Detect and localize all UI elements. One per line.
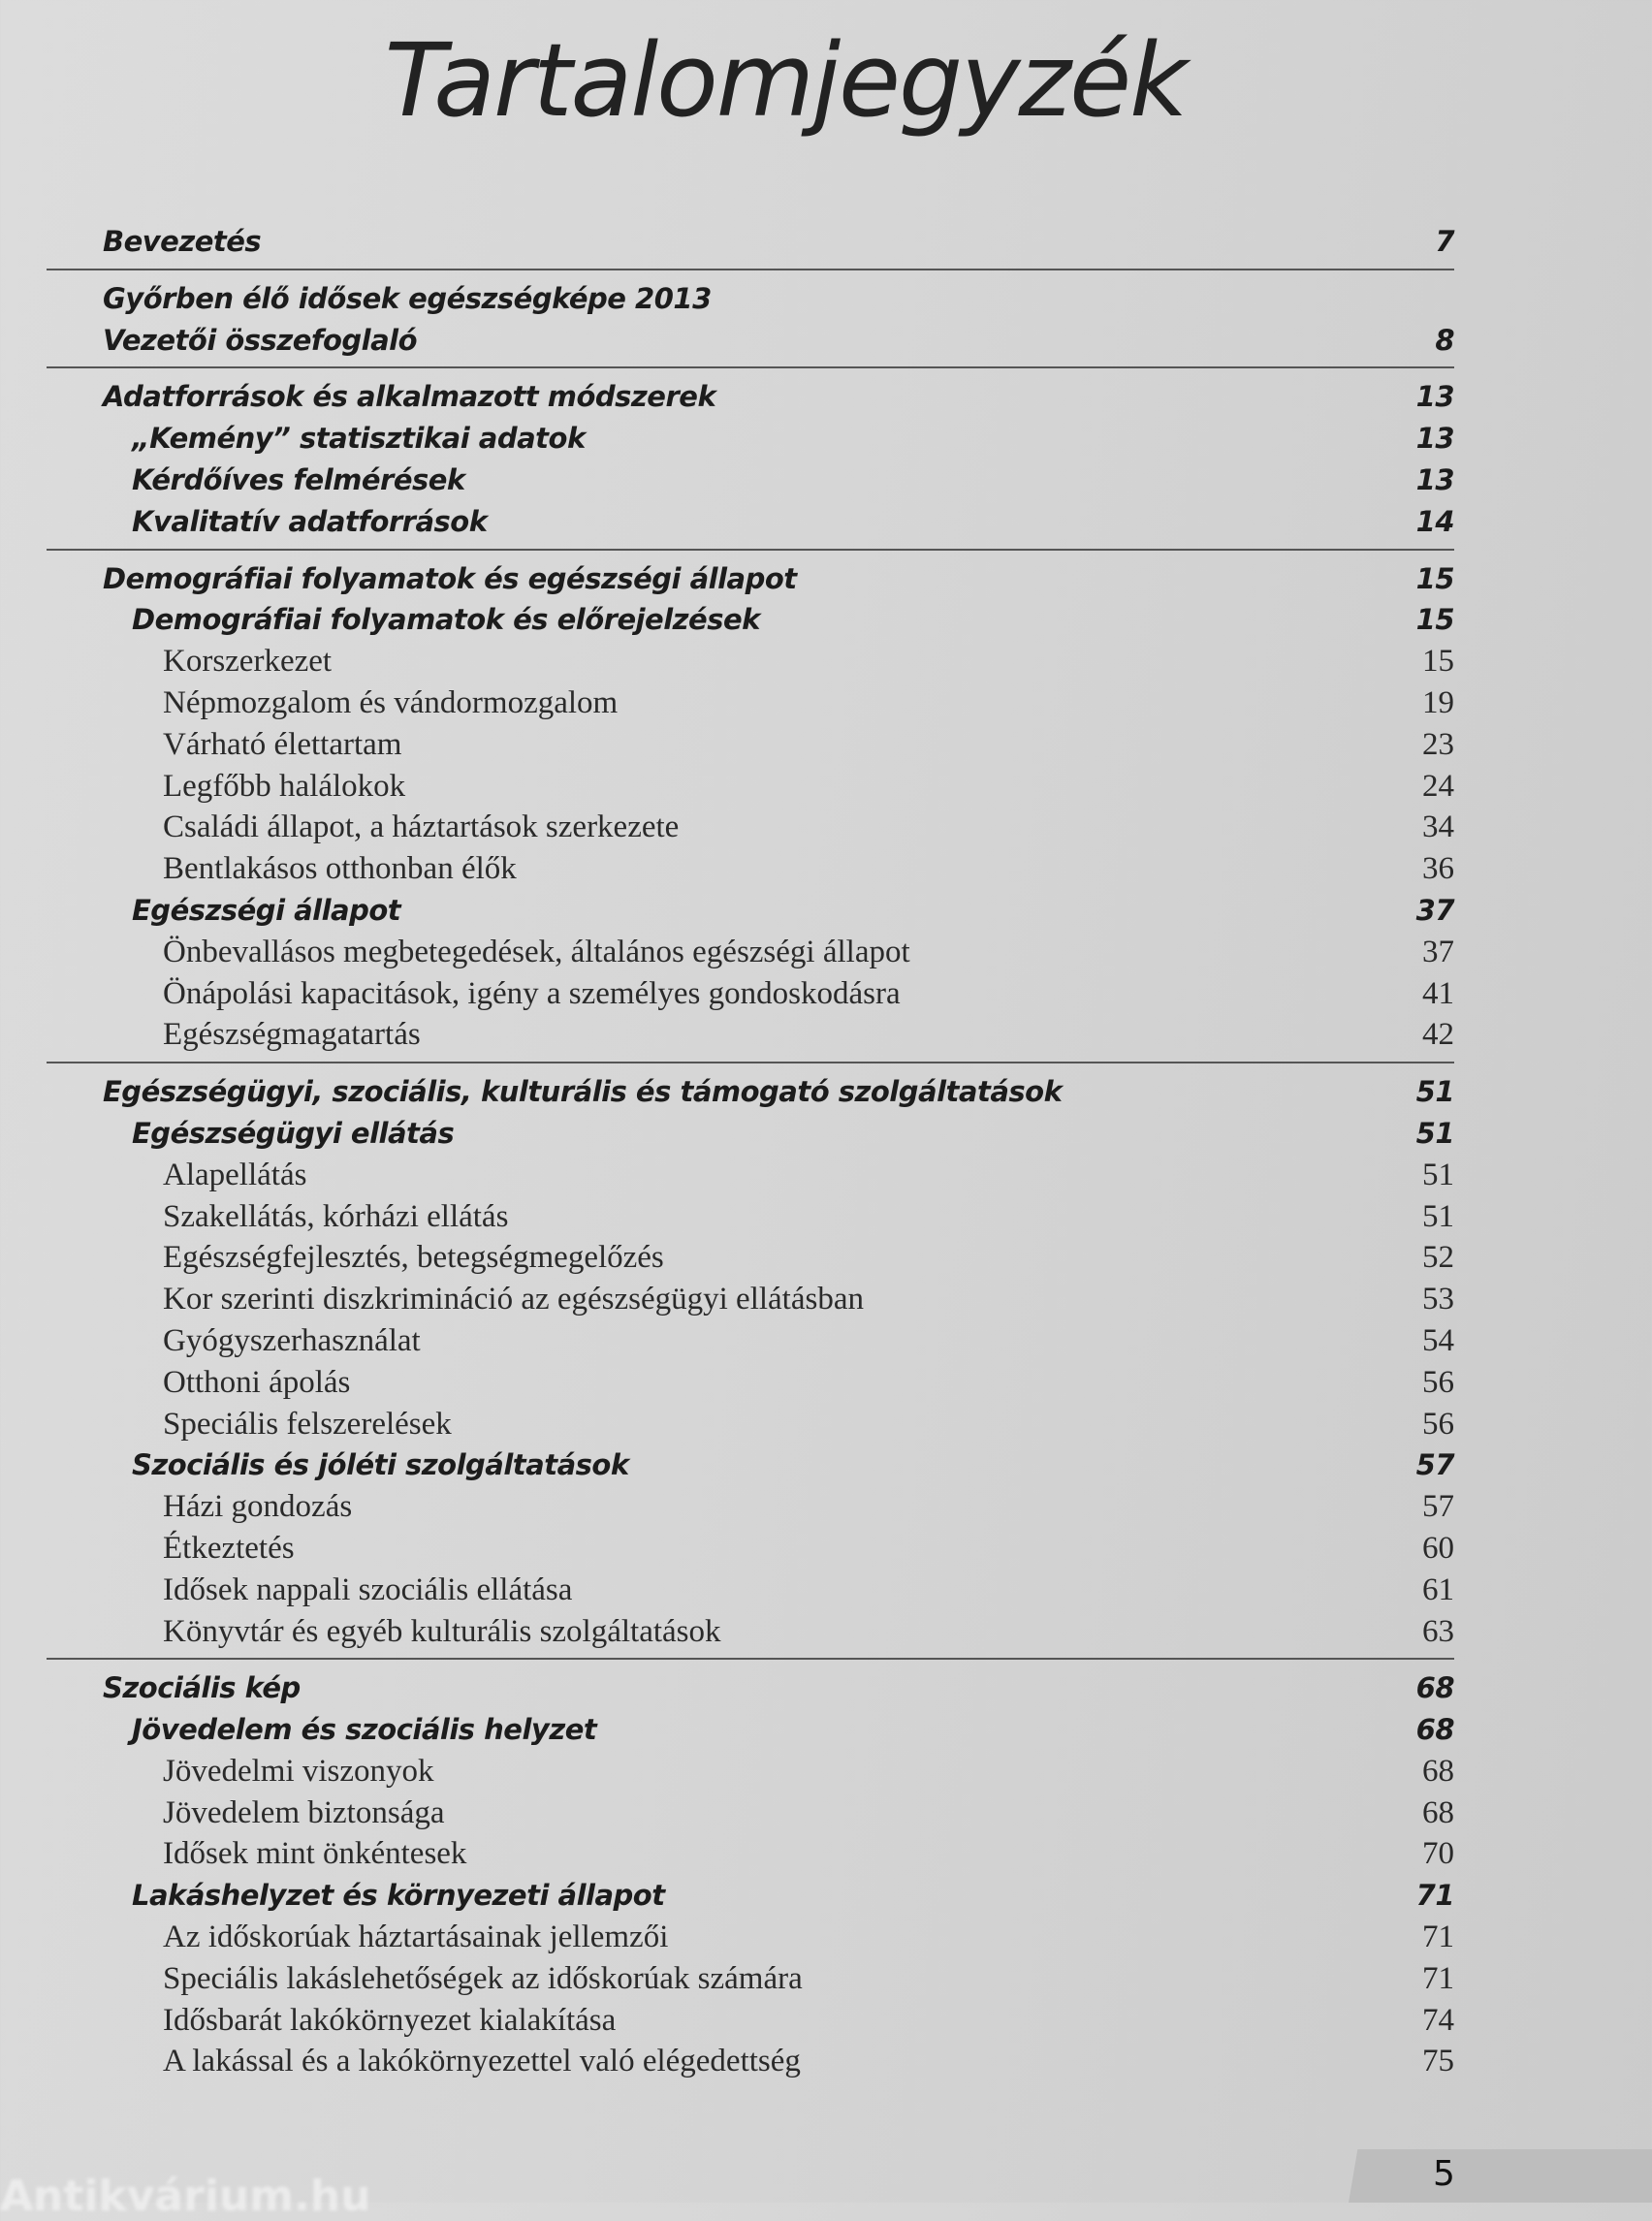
toc-entry-page: 13 xyxy=(1415,462,1454,496)
toc-entry xyxy=(47,558,1454,600)
toc-entry xyxy=(47,1362,1454,1404)
toc-entry-title: Demográfiai folyamatok és előrejelzések xyxy=(132,603,760,637)
toc-entry xyxy=(47,1875,1454,1917)
toc-entry xyxy=(47,320,1454,362)
toc-entry xyxy=(47,1014,1454,1056)
toc-entry-page: 8 xyxy=(1435,323,1454,357)
toc-section xyxy=(47,221,1454,263)
toc-entry-title: Önápolási kapacitások, igény a személyes gondoskodásra xyxy=(163,975,901,1011)
toc-entry-page: 51 xyxy=(1415,1075,1454,1109)
toc-entry-title: Speciális lakáslehetőségek az időskorúak számára xyxy=(163,1960,803,1996)
toc-entry-title: Alapellátás xyxy=(163,1157,307,1192)
toc-entry-page: 13 xyxy=(1415,422,1454,456)
toc-entry-page: 68 xyxy=(1415,1671,1454,1705)
toc-entry-page: 68 xyxy=(1422,1753,1454,1789)
toc-entry-title: Egészségmagatartás xyxy=(163,1017,421,1053)
toc-entry xyxy=(47,848,1454,890)
toc-entry-title: Győrben élő idősek egészségképe 2013 xyxy=(103,281,712,315)
toc-entry xyxy=(47,1917,1454,1958)
toc-entry-page: 51 xyxy=(1422,1198,1454,1234)
toc-entry xyxy=(47,973,1454,1015)
toc-entry-title: Egészségi állapot xyxy=(132,893,401,927)
toc-entry-title: Egészségügyi, szociális, kulturális és támogató szolgáltatások xyxy=(103,1075,1063,1109)
toc-entry xyxy=(47,221,1454,263)
toc-entry-title: Étkeztetés xyxy=(163,1530,295,1566)
toc-entry-title: Szakellátás, kórházi ellátás xyxy=(163,1198,509,1234)
toc-entry-title: Házi gondozás xyxy=(163,1489,353,1525)
toc-entry-page: 53 xyxy=(1422,1282,1454,1317)
toc-entry xyxy=(47,1113,1454,1155)
section-divider xyxy=(47,1062,1454,1063)
toc-entry-page: 36 xyxy=(1422,851,1454,887)
toc-entry-title: Szociális és jóléti szolgáltatások xyxy=(132,1448,629,1482)
page-title: Tartalomjegyzék xyxy=(384,21,1187,140)
toc-entry-page: 15 xyxy=(1415,603,1454,637)
toc-section xyxy=(47,1667,1454,2082)
toc-entry-page: 37 xyxy=(1422,934,1454,969)
toc-entry-page: 24 xyxy=(1422,768,1454,804)
toc-entry-title: Kvalitatív adatforrások xyxy=(132,504,488,538)
toc-entry-page: 7 xyxy=(1435,225,1454,258)
toc-entry-page: 71 xyxy=(1422,1960,1454,1996)
toc-section xyxy=(47,1071,1454,1652)
toc-entry-page: 52 xyxy=(1422,1240,1454,1276)
toc-entry-title: Bevezetés xyxy=(103,225,262,258)
toc-entry-page: 68 xyxy=(1422,1794,1454,1830)
toc-entry xyxy=(47,1751,1454,1793)
toc-entry-page: 68 xyxy=(1415,1713,1454,1747)
toc-entry-page: 23 xyxy=(1422,726,1454,762)
toc-entry-page: 70 xyxy=(1422,1836,1454,1872)
toc-section xyxy=(47,558,1454,1057)
toc-entry-page: 56 xyxy=(1422,1364,1454,1400)
toc-entry xyxy=(47,1155,1454,1196)
toc-entry xyxy=(47,1709,1454,1751)
toc-entry xyxy=(47,1444,1454,1486)
toc-entry-title: Otthoni ápolás xyxy=(163,1364,351,1400)
toc-entry-page: 71 xyxy=(1422,1920,1454,1955)
toc-entry-title: Népmozgalom és vándormozgalom xyxy=(163,684,619,720)
toc-entry-title: Az időskorúak háztartásainak jellemzői xyxy=(163,1920,669,1955)
toc-entry-title: Várható élettartam xyxy=(163,726,402,762)
toc-entry-title: Jövedelem és szociális helyzet xyxy=(132,1713,597,1747)
toc-entry-page: 75 xyxy=(1422,2044,1454,2079)
toc-entry-title: Lakáshelyzet és környezeti állapot xyxy=(132,1879,665,1913)
toc-entry-title: Speciális felszerelések xyxy=(163,1406,452,1442)
section-divider xyxy=(47,366,1454,368)
toc-entry xyxy=(47,1279,1454,1320)
toc-entry xyxy=(47,1570,1454,1611)
toc-entry-page: 54 xyxy=(1422,1322,1454,1358)
toc-entry xyxy=(47,1071,1454,1113)
toc-entry-page: 14 xyxy=(1415,504,1454,538)
toc-entry-title: Legfőbb halálokok xyxy=(163,768,406,804)
toc-entry xyxy=(47,682,1454,724)
toc-entry-title: Családi állapot, a háztartások szerkezete xyxy=(163,809,680,845)
toc-entry-page: 56 xyxy=(1422,1406,1454,1442)
toc-entry-title: Egészségügyi ellátás xyxy=(132,1116,455,1150)
toc-entry-title: Idősbarát lakókörnyezet kialakítása xyxy=(163,2002,617,2038)
toc-entry xyxy=(47,1404,1454,1445)
toc-entry-title: Idősek nappali szociális ellátása xyxy=(163,1571,573,1607)
toc-entry-title: Korszerkezet xyxy=(163,644,333,680)
toc-entry-title: Adatforrások és alkalmazott módszerek xyxy=(103,380,716,414)
toc-entry-page: 61 xyxy=(1422,1571,1454,1607)
toc-entry-title: Egészségfejlesztés, betegségmegelőzés xyxy=(163,1240,664,1276)
toc-entry xyxy=(47,890,1454,932)
toc-entry-page: 51 xyxy=(1422,1157,1454,1192)
toc-entry-title: Jövedelem biztonsága xyxy=(163,1794,445,1830)
toc-entry-page: 60 xyxy=(1422,1530,1454,1566)
toc-entry xyxy=(47,932,1454,973)
toc-entry xyxy=(47,376,1454,418)
toc-entry-page: 19 xyxy=(1422,684,1454,720)
toc-entry xyxy=(47,418,1454,460)
toc-entry-page: 42 xyxy=(1422,1017,1454,1053)
section-divider xyxy=(47,269,1454,270)
watermark: Antikvárium.hu xyxy=(0,2172,371,2221)
toc-entry xyxy=(47,460,1454,501)
toc-entry xyxy=(47,599,1454,641)
toc-entry-title: „Kemény” statisztikai adatok xyxy=(132,422,586,456)
toc-entry-page: 13 xyxy=(1415,380,1454,414)
toc-entry-page: 71 xyxy=(1415,1879,1454,1913)
toc-entry xyxy=(47,501,1454,543)
toc-entry-title: Bentlakásos otthonban élők xyxy=(163,851,517,887)
toc-entry-title: Kérdőíves felmérések xyxy=(132,462,465,496)
toc-entry-title: Önbevallásos megbetegedések, általános egészségi állapot xyxy=(163,934,910,969)
toc-entry-title: Szociális kép xyxy=(103,1671,301,1705)
toc-entry xyxy=(47,1196,1454,1238)
toc-entry xyxy=(47,2000,1454,2042)
page-number: 5 xyxy=(1433,2154,1455,2194)
toc-entry xyxy=(47,724,1454,766)
toc-entry xyxy=(47,1486,1454,1528)
toc-entry-page: 63 xyxy=(1422,1613,1454,1649)
toc-entry-title: Könyvtár és egyéb kulturális szolgáltatások xyxy=(163,1613,721,1649)
toc-entry-page: 34 xyxy=(1422,809,1454,845)
toc-entry-page: 37 xyxy=(1415,893,1454,927)
page-number-tab xyxy=(1349,2149,1652,2203)
toc-entry xyxy=(47,1320,1454,1362)
toc-entry xyxy=(47,1958,1454,2000)
toc-entry-page: 51 xyxy=(1415,1116,1454,1150)
toc-entry-page: 15 xyxy=(1422,644,1454,680)
toc-entry xyxy=(47,1667,1454,1709)
toc-entry xyxy=(47,1528,1454,1570)
toc-entry-title: Demográfiai folyamatok és egészségi állapot xyxy=(103,561,797,595)
toc-entry-page: 41 xyxy=(1422,975,1454,1011)
toc-entry xyxy=(47,2041,1454,2082)
toc-entry-title: Vezetői összefoglaló xyxy=(103,323,418,357)
toc-entry xyxy=(47,1237,1454,1279)
toc-entry xyxy=(47,641,1454,682)
table-of-contents xyxy=(47,221,1454,2082)
toc-entry-page: 57 xyxy=(1422,1489,1454,1525)
toc-entry xyxy=(47,807,1454,848)
toc-entry xyxy=(47,1611,1454,1653)
toc-entry-page: 15 xyxy=(1415,561,1454,595)
toc-entry xyxy=(47,1793,1454,1834)
toc-section xyxy=(47,278,1454,362)
toc-entry xyxy=(47,278,1454,320)
toc-entry xyxy=(47,1833,1454,1875)
section-divider xyxy=(47,549,1454,551)
toc-entry-title: Gyógyszerhasználat xyxy=(163,1322,421,1358)
toc-entry-page: 74 xyxy=(1422,2002,1454,2038)
toc-entry-title: Jövedelmi viszonyok xyxy=(163,1753,434,1789)
toc-entry-title: Idősek mint önkéntesek xyxy=(163,1836,467,1872)
toc-entry-page: 57 xyxy=(1415,1448,1454,1482)
section-divider xyxy=(47,1658,1454,1660)
toc-section xyxy=(47,376,1454,542)
toc-entry-title: Kor szerinti diszkrimináció az egészségügyi ellátásban xyxy=(163,1282,864,1317)
toc-entry xyxy=(47,766,1454,808)
toc-entry-title: A lakással és a lakókörnyezettel való elégedettség xyxy=(163,2044,801,2079)
